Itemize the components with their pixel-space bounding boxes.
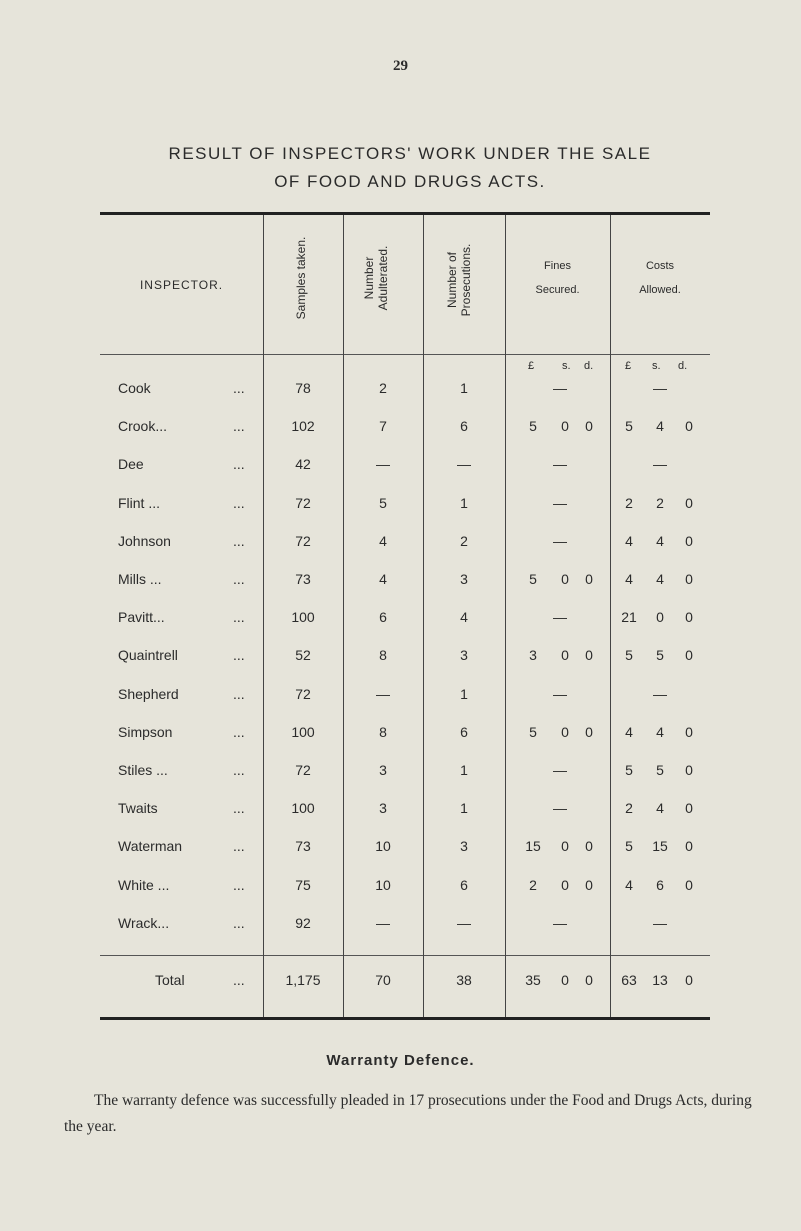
fine-pounds-cell: —	[553, 915, 567, 931]
cost-pence-cell: 0	[685, 571, 693, 587]
adulterated-cell: 8	[379, 724, 387, 740]
prosecutions-cell: 2	[460, 533, 468, 549]
fine-shillings-cell: 0	[561, 571, 569, 587]
leader-dots: ...	[233, 533, 245, 549]
leader-dots: ...	[233, 571, 245, 587]
prosecutions-cell: 3	[460, 838, 468, 854]
cost-pounds-cell: 5	[625, 418, 633, 434]
results-table	[100, 210, 710, 1020]
total-top-rule	[100, 955, 710, 956]
header-bottom-rule	[100, 354, 710, 355]
costs-unit-pence: d.	[678, 360, 688, 372]
cost-pounds-cell: —	[653, 915, 667, 931]
leader-dots: ...	[233, 609, 245, 625]
cost-pence-cell: 0	[685, 495, 693, 511]
adulterated-cell: 4	[379, 571, 387, 587]
samples-cell: 72	[295, 762, 311, 778]
cost-shillings-cell: 5	[656, 647, 664, 663]
cost-pounds-cell: 4	[625, 877, 633, 893]
cost-pounds-cell: 2	[625, 800, 633, 816]
cost-pounds-cell: —	[653, 686, 667, 702]
cost-shillings-cell: 4	[656, 571, 664, 587]
inspector-name: Shepherd	[118, 686, 179, 702]
cost-pounds-cell: —	[653, 456, 667, 472]
leader-dots: ...	[233, 877, 245, 893]
samples-cell: 42	[295, 456, 311, 472]
fine-shillings-cell: 0	[561, 418, 569, 434]
cost-pounds-cell: 5	[625, 838, 633, 854]
total-fine-pounds-cell: 35	[525, 972, 541, 988]
fines-unit-pound: £	[528, 360, 535, 372]
warranty-heading: Warranty Defence.	[326, 1052, 475, 1069]
header-adulterated-line2: Adulterated.	[376, 245, 390, 311]
cost-pounds-cell: 21	[621, 609, 637, 625]
adulterated-cell: 8	[379, 647, 387, 663]
fines-unit-pence: d.	[584, 360, 594, 372]
adulterated-cell: 3	[379, 762, 387, 778]
fine-pounds-cell: —	[553, 380, 567, 396]
costs-unit-pound: £	[625, 360, 632, 372]
header-fines-line2: Secured.	[535, 284, 580, 296]
cost-shillings-cell: 15	[652, 838, 668, 854]
fine-pounds-cell: —	[553, 609, 567, 625]
cost-pence-cell: 0	[685, 762, 693, 778]
header-adulterated	[362, 230, 390, 326]
samples-cell: 72	[295, 686, 311, 702]
fine-pounds-cell: 5	[529, 571, 537, 587]
prosecutions-cell: 6	[460, 418, 468, 434]
col-divider	[610, 215, 611, 1017]
total-cost-pence-cell: 0	[685, 972, 693, 988]
fine-pounds-cell: 2	[529, 877, 537, 893]
fine-pence-cell: 0	[585, 571, 593, 587]
samples-cell: 72	[295, 495, 311, 511]
prosecutions-cell: 1	[460, 380, 468, 396]
leader-dots: ...	[233, 380, 245, 396]
total-cost-pounds-cell: 63	[621, 972, 637, 988]
page-title	[60, 140, 760, 196]
header-adulterated-line1: Number	[362, 256, 376, 300]
fine-pounds-cell: 3	[529, 647, 537, 663]
costs-unit-shilling: s.	[652, 360, 661, 372]
leader-dots: ...	[233, 418, 245, 434]
cost-pence-cell: 0	[685, 838, 693, 854]
prosecutions-cell: 4	[460, 609, 468, 625]
leader-dots: ...	[233, 915, 245, 931]
cost-shillings-cell: 2	[656, 495, 664, 511]
fines-unit-shilling: s.	[562, 360, 571, 372]
inspector-name: Quaintrell	[118, 647, 178, 663]
samples-cell: 102	[291, 418, 315, 434]
fine-pounds-cell: 5	[529, 418, 537, 434]
inspector-name: Wrack...	[118, 915, 170, 931]
inspector-name: Flint ...	[118, 495, 161, 511]
inspector-name: Stiles ...	[118, 762, 168, 778]
header-costs	[610, 260, 710, 296]
table-bottom-rule	[100, 1017, 710, 1020]
header-prosecutions-line2: Prosecutions.	[459, 243, 473, 317]
cost-shillings-cell: 4	[656, 724, 664, 740]
prosecutions-cell: 6	[460, 724, 468, 740]
cost-pounds-cell: —	[653, 380, 667, 396]
leader-dots: ...	[233, 647, 245, 663]
inspector-name: Pavitt...	[118, 609, 165, 625]
total-adulterated-cell: 70	[375, 972, 391, 988]
warranty-paragraph: The warranty defence was successfully pleaded in 17 prosecutions under the Food and Drugs Acts, during the year.	[64, 1092, 752, 1135]
cost-pence-cell: 0	[685, 877, 693, 893]
cost-shillings-cell: 4	[656, 800, 664, 816]
fine-shillings-cell: 0	[561, 724, 569, 740]
inspector-name: Simpson	[118, 724, 173, 740]
adulterated-cell: 7	[379, 418, 387, 434]
fine-pounds-cell: 15	[525, 838, 541, 854]
prosecutions-cell: 1	[460, 495, 468, 511]
adulterated-cell: 3	[379, 800, 387, 816]
cost-shillings-cell: 5	[656, 762, 664, 778]
adulterated-cell: 10	[375, 838, 391, 854]
fine-pounds-cell: —	[553, 800, 567, 816]
inspector-name: Twaits	[118, 800, 158, 816]
samples-cell: 100	[291, 800, 315, 816]
cost-shillings-cell: 4	[656, 533, 664, 549]
prosecutions-cell: 3	[460, 571, 468, 587]
samples-cell: 100	[291, 609, 315, 625]
title-line-2: OF FOOD AND DRUGS ACTS.	[274, 172, 546, 191]
prosecutions-cell: 6	[460, 877, 468, 893]
inspector-name: Dee	[118, 456, 144, 472]
inspector-name: Cook	[118, 380, 151, 396]
fine-pence-cell: 0	[585, 877, 593, 893]
samples-cell: 78	[295, 380, 311, 396]
header-fines-line1: Fines	[544, 260, 571, 272]
adulterated-cell: 4	[379, 533, 387, 549]
samples-cell: 73	[295, 571, 311, 587]
fine-pence-cell: 0	[585, 838, 593, 854]
cost-pounds-cell: 5	[625, 762, 633, 778]
total-fine-pence-cell: 0	[585, 972, 593, 988]
fine-pounds-cell: —	[553, 533, 567, 549]
cost-shillings-cell: 6	[656, 877, 664, 893]
adulterated-cell: —	[376, 915, 390, 931]
cost-pounds-cell: 4	[625, 533, 633, 549]
total-label: Total	[155, 972, 185, 988]
leader-dots: ...	[233, 762, 245, 778]
leader-dots: ...	[233, 724, 245, 740]
cost-pence-cell: 0	[685, 418, 693, 434]
fine-shillings-cell: 0	[561, 877, 569, 893]
header-samples: Samples taken.	[294, 236, 308, 320]
cost-pounds-cell: 4	[625, 571, 633, 587]
fine-shillings-cell: 0	[561, 647, 569, 663]
cost-pence-cell: 0	[685, 724, 693, 740]
fine-pounds-cell: —	[553, 456, 567, 472]
fine-pounds-cell: —	[553, 762, 567, 778]
adulterated-cell: 2	[379, 380, 387, 396]
fine-pounds-cell: 5	[529, 724, 537, 740]
header-inspector: INSPECTOR.	[139, 278, 224, 292]
col-divider	[505, 215, 506, 1017]
leader-dots: ...	[233, 456, 245, 472]
header-costs-line1: Costs	[645, 260, 675, 272]
prosecutions-cell: 1	[460, 686, 468, 702]
total-samples-cell: 1,175	[285, 972, 321, 988]
fine-pounds-cell: —	[553, 686, 567, 702]
cost-pence-cell: 0	[685, 647, 693, 663]
samples-cell: 73	[295, 838, 311, 854]
prosecutions-cell: —	[457, 456, 471, 472]
leader-dots: ...	[233, 495, 245, 511]
samples-cell: 75	[295, 877, 311, 893]
total-cost-shillings-cell: 13	[652, 972, 668, 988]
inspector-name: Waterman	[118, 838, 183, 854]
inspector-name: Johnson	[118, 533, 171, 549]
inspector-name: Mills ...	[118, 571, 162, 587]
header-prosecutions	[445, 228, 473, 332]
cost-shillings-cell: 4	[656, 418, 664, 434]
header-prosecutions-line1: Number of	[445, 251, 459, 309]
header-costs-line2: Allowed.	[639, 284, 681, 296]
prosecutions-cell: 1	[460, 800, 468, 816]
fine-pence-cell: 0	[585, 724, 593, 740]
leader-dots: ...	[233, 800, 245, 816]
samples-cell: 52	[295, 647, 311, 663]
cost-pence-cell: 0	[685, 533, 693, 549]
cost-shillings-cell: 0	[656, 609, 664, 625]
cost-pounds-cell: 5	[625, 647, 633, 663]
samples-cell: 100	[291, 724, 315, 740]
fine-shillings-cell: 0	[561, 838, 569, 854]
fine-pence-cell: 0	[585, 418, 593, 434]
total-fine-shillings-cell: 0	[561, 972, 569, 988]
prosecutions-cell: 1	[460, 762, 468, 778]
cost-pence-cell: 0	[685, 609, 693, 625]
title-line-1: RESULT OF INSPECTORS' WORK UNDER THE SALE	[168, 144, 652, 163]
leader-dots: ...	[233, 686, 245, 702]
samples-cell: 72	[295, 533, 311, 549]
adulterated-cell: —	[376, 686, 390, 702]
adulterated-cell: —	[376, 456, 390, 472]
adulterated-cell: 10	[375, 877, 391, 893]
inspector-name: Crook...	[118, 418, 168, 434]
fine-pence-cell: 0	[585, 647, 593, 663]
inspector-name: White ...	[118, 877, 170, 893]
table-top-rule	[100, 212, 710, 215]
cost-pence-cell: 0	[685, 800, 693, 816]
adulterated-cell: 5	[379, 495, 387, 511]
prosecutions-cell: 3	[460, 647, 468, 663]
cost-pounds-cell: 4	[625, 724, 633, 740]
samples-cell: 92	[295, 915, 311, 931]
header-fines	[505, 260, 610, 296]
fine-pounds-cell: —	[553, 495, 567, 511]
total-prosecutions-cell: 38	[456, 972, 472, 988]
prosecutions-cell: —	[457, 915, 471, 931]
total-dots: ...	[233, 972, 245, 988]
leader-dots: ...	[233, 838, 245, 854]
adulterated-cell: 6	[379, 609, 387, 625]
cost-pounds-cell: 2	[625, 495, 633, 511]
page-number: 29	[393, 58, 408, 74]
